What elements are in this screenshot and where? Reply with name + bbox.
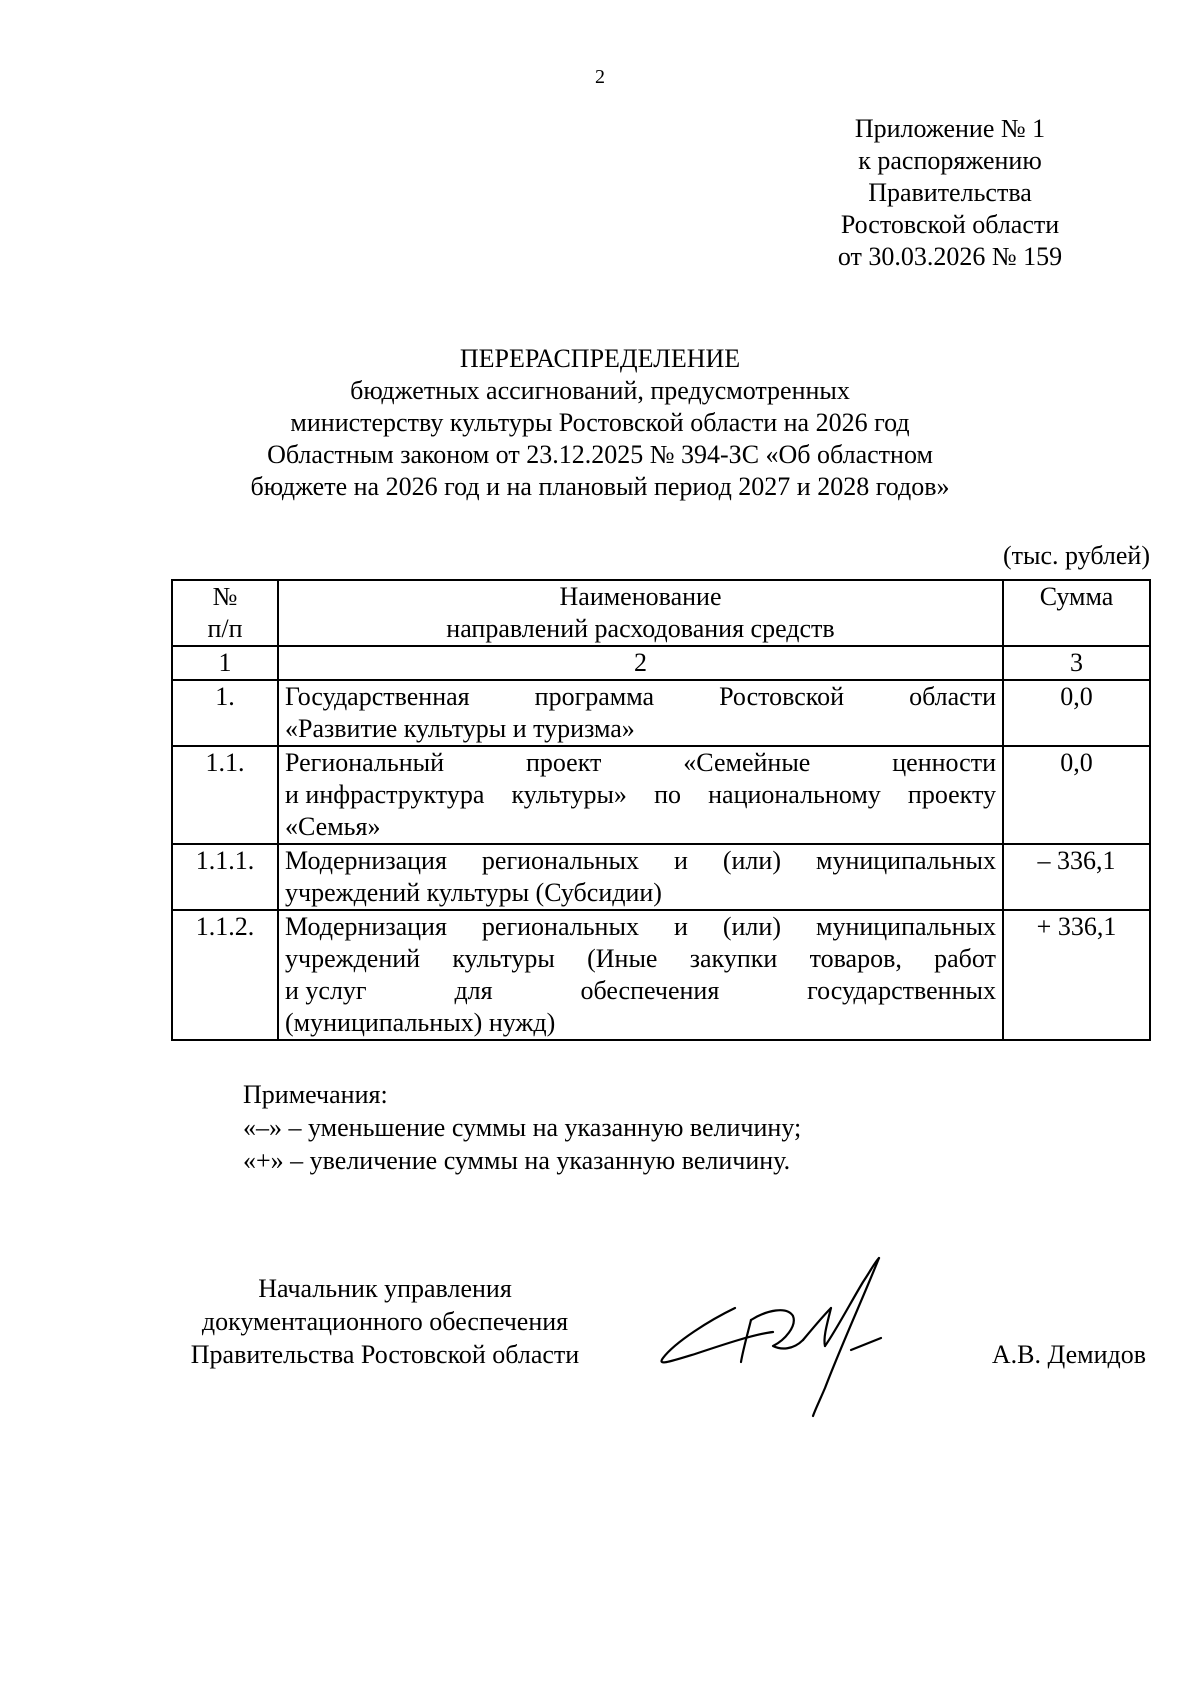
- row-name-cell: [278, 680, 1003, 746]
- column-index-cell: 1: [172, 646, 278, 680]
- name-word: товаров,: [809, 944, 902, 973]
- name-word: обеспечения: [580, 976, 720, 1005]
- name-line: «Развитие культуры и туризма»: [285, 714, 635, 743]
- name-word: Модернизация: [285, 912, 447, 941]
- table-row: [172, 680, 1150, 746]
- row-number-cell: 1.: [172, 680, 278, 746]
- units-label: (тыс. рублей): [1002, 541, 1150, 570]
- name-word: для: [454, 976, 493, 1005]
- name-word: Государственная: [285, 682, 470, 711]
- name-word: региональных: [481, 846, 639, 875]
- header-name-line: направлений расходования средств: [446, 614, 835, 643]
- name-word: работ: [934, 944, 996, 973]
- title-heading: ПЕРЕРАСПРЕДЕЛЕНИЕ: [459, 344, 741, 373]
- table-row: [172, 910, 1150, 1040]
- name-line: [285, 779, 996, 811]
- row-sum-cell: 0,0: [1003, 746, 1150, 844]
- table-row: [172, 746, 1150, 844]
- handwritten-signature: [655, 1250, 935, 1420]
- title-line: министерству культуры Ростовской области на 2026 год: [290, 408, 910, 437]
- name-word: региональных: [481, 912, 639, 941]
- name-word: культуры: [452, 944, 555, 973]
- appendix-line: к распоряжению: [858, 146, 1042, 175]
- header-num-line: №: [212, 582, 238, 611]
- signer-name: А.В. Демидов: [991, 1340, 1146, 1369]
- row-sum-cell: – 336,1: [1003, 844, 1150, 910]
- document-title: [0, 343, 1200, 503]
- name-line: [285, 747, 996, 779]
- appendix-line: Правительства: [868, 178, 1032, 207]
- name-word: Ростовской: [719, 682, 845, 711]
- note-item: «–» – уменьшение суммы на указанную величину;: [243, 1113, 802, 1142]
- notes-heading: Примечания:: [243, 1080, 388, 1109]
- column-index-row: [172, 646, 1150, 680]
- name-word: муниципальных: [815, 912, 996, 941]
- appendix-header: [800, 113, 1100, 273]
- note-item: «+» – увеличение суммы на указанную величину.: [243, 1146, 791, 1175]
- name-word: муниципальных: [815, 846, 996, 875]
- name-line: [285, 911, 996, 943]
- row-name-cell: [278, 844, 1003, 910]
- page-number: 2: [595, 66, 605, 88]
- name-word: (или): [722, 846, 781, 875]
- name-line: [285, 681, 996, 713]
- column-index-cell: 3: [1003, 646, 1150, 680]
- table-row: [172, 844, 1150, 910]
- name-word: программа: [534, 682, 655, 711]
- position-line: Правительства Ростовской области: [190, 1340, 580, 1369]
- name-line: (муниципальных) нужд): [285, 1008, 556, 1037]
- name-line: [285, 943, 996, 975]
- row-number-cell: 1.1.1.: [172, 844, 278, 910]
- name-word: области: [909, 682, 996, 711]
- title-line: Областным законом от 23.12.2025 № 394-ЗС «Об областном: [267, 440, 933, 469]
- name-line: «Семья»: [285, 812, 381, 841]
- name-word: и: [673, 912, 688, 941]
- header-num-line: п/п: [207, 614, 243, 643]
- name-word: и услуг: [285, 976, 367, 1005]
- appendix-line: Приложение № 1: [854, 114, 1046, 143]
- position-line: Начальник управления: [258, 1274, 512, 1303]
- name-word: культуры»: [511, 780, 627, 809]
- name-word: закупки: [689, 944, 778, 973]
- row-number-cell: 1.1.2.: [172, 910, 278, 1040]
- row-name-cell: [278, 746, 1003, 844]
- row-number-cell: 1.1.: [172, 746, 278, 844]
- column-index-cell: 2: [278, 646, 1003, 680]
- title-line: бюджетных ассигнований, предусмотренных: [350, 376, 850, 405]
- appendix-line: Ростовской области: [840, 210, 1060, 239]
- name-word: проекту: [907, 780, 996, 809]
- title-line: бюджете на 2026 год и на плановый период 2027 и 2028 годов»: [250, 472, 950, 501]
- position-line: документационного обеспечения: [201, 1307, 569, 1336]
- name-word: и инфраструктура: [285, 780, 485, 809]
- appendix-line: от 30.03.2026 № 159: [837, 242, 1063, 271]
- header-sum-cell: Сумма: [1003, 580, 1150, 646]
- name-word: (Иные: [587, 944, 658, 973]
- table-header-row: [172, 580, 1150, 646]
- name-line: [285, 975, 996, 1007]
- name-line: учреждений культуры (Субсидии): [285, 878, 662, 907]
- header-name-line: Наименование: [559, 582, 722, 611]
- name-word: по: [654, 780, 681, 809]
- name-word: ценности: [892, 748, 996, 777]
- signatory-position: [170, 1272, 600, 1371]
- row-sum-cell: + 336,1: [1003, 910, 1150, 1040]
- name-word: проект: [525, 748, 602, 777]
- notes: [243, 1078, 801, 1177]
- header-num-cell: [172, 580, 278, 646]
- name-word: (или): [722, 912, 781, 941]
- name-word: Модернизация: [285, 846, 447, 875]
- name-word: Региональный: [285, 748, 445, 777]
- name-word: учреждений: [285, 944, 421, 973]
- budget-table: [171, 579, 1151, 1041]
- name-word: «Семейные: [683, 748, 811, 777]
- name-word: государственных: [807, 976, 996, 1005]
- name-word: и: [673, 846, 688, 875]
- name-word: национальному: [708, 780, 881, 809]
- name-line: [285, 845, 996, 877]
- header-name-cell: [278, 580, 1003, 646]
- row-name-cell: [278, 910, 1003, 1040]
- row-sum-cell: 0,0: [1003, 680, 1150, 746]
